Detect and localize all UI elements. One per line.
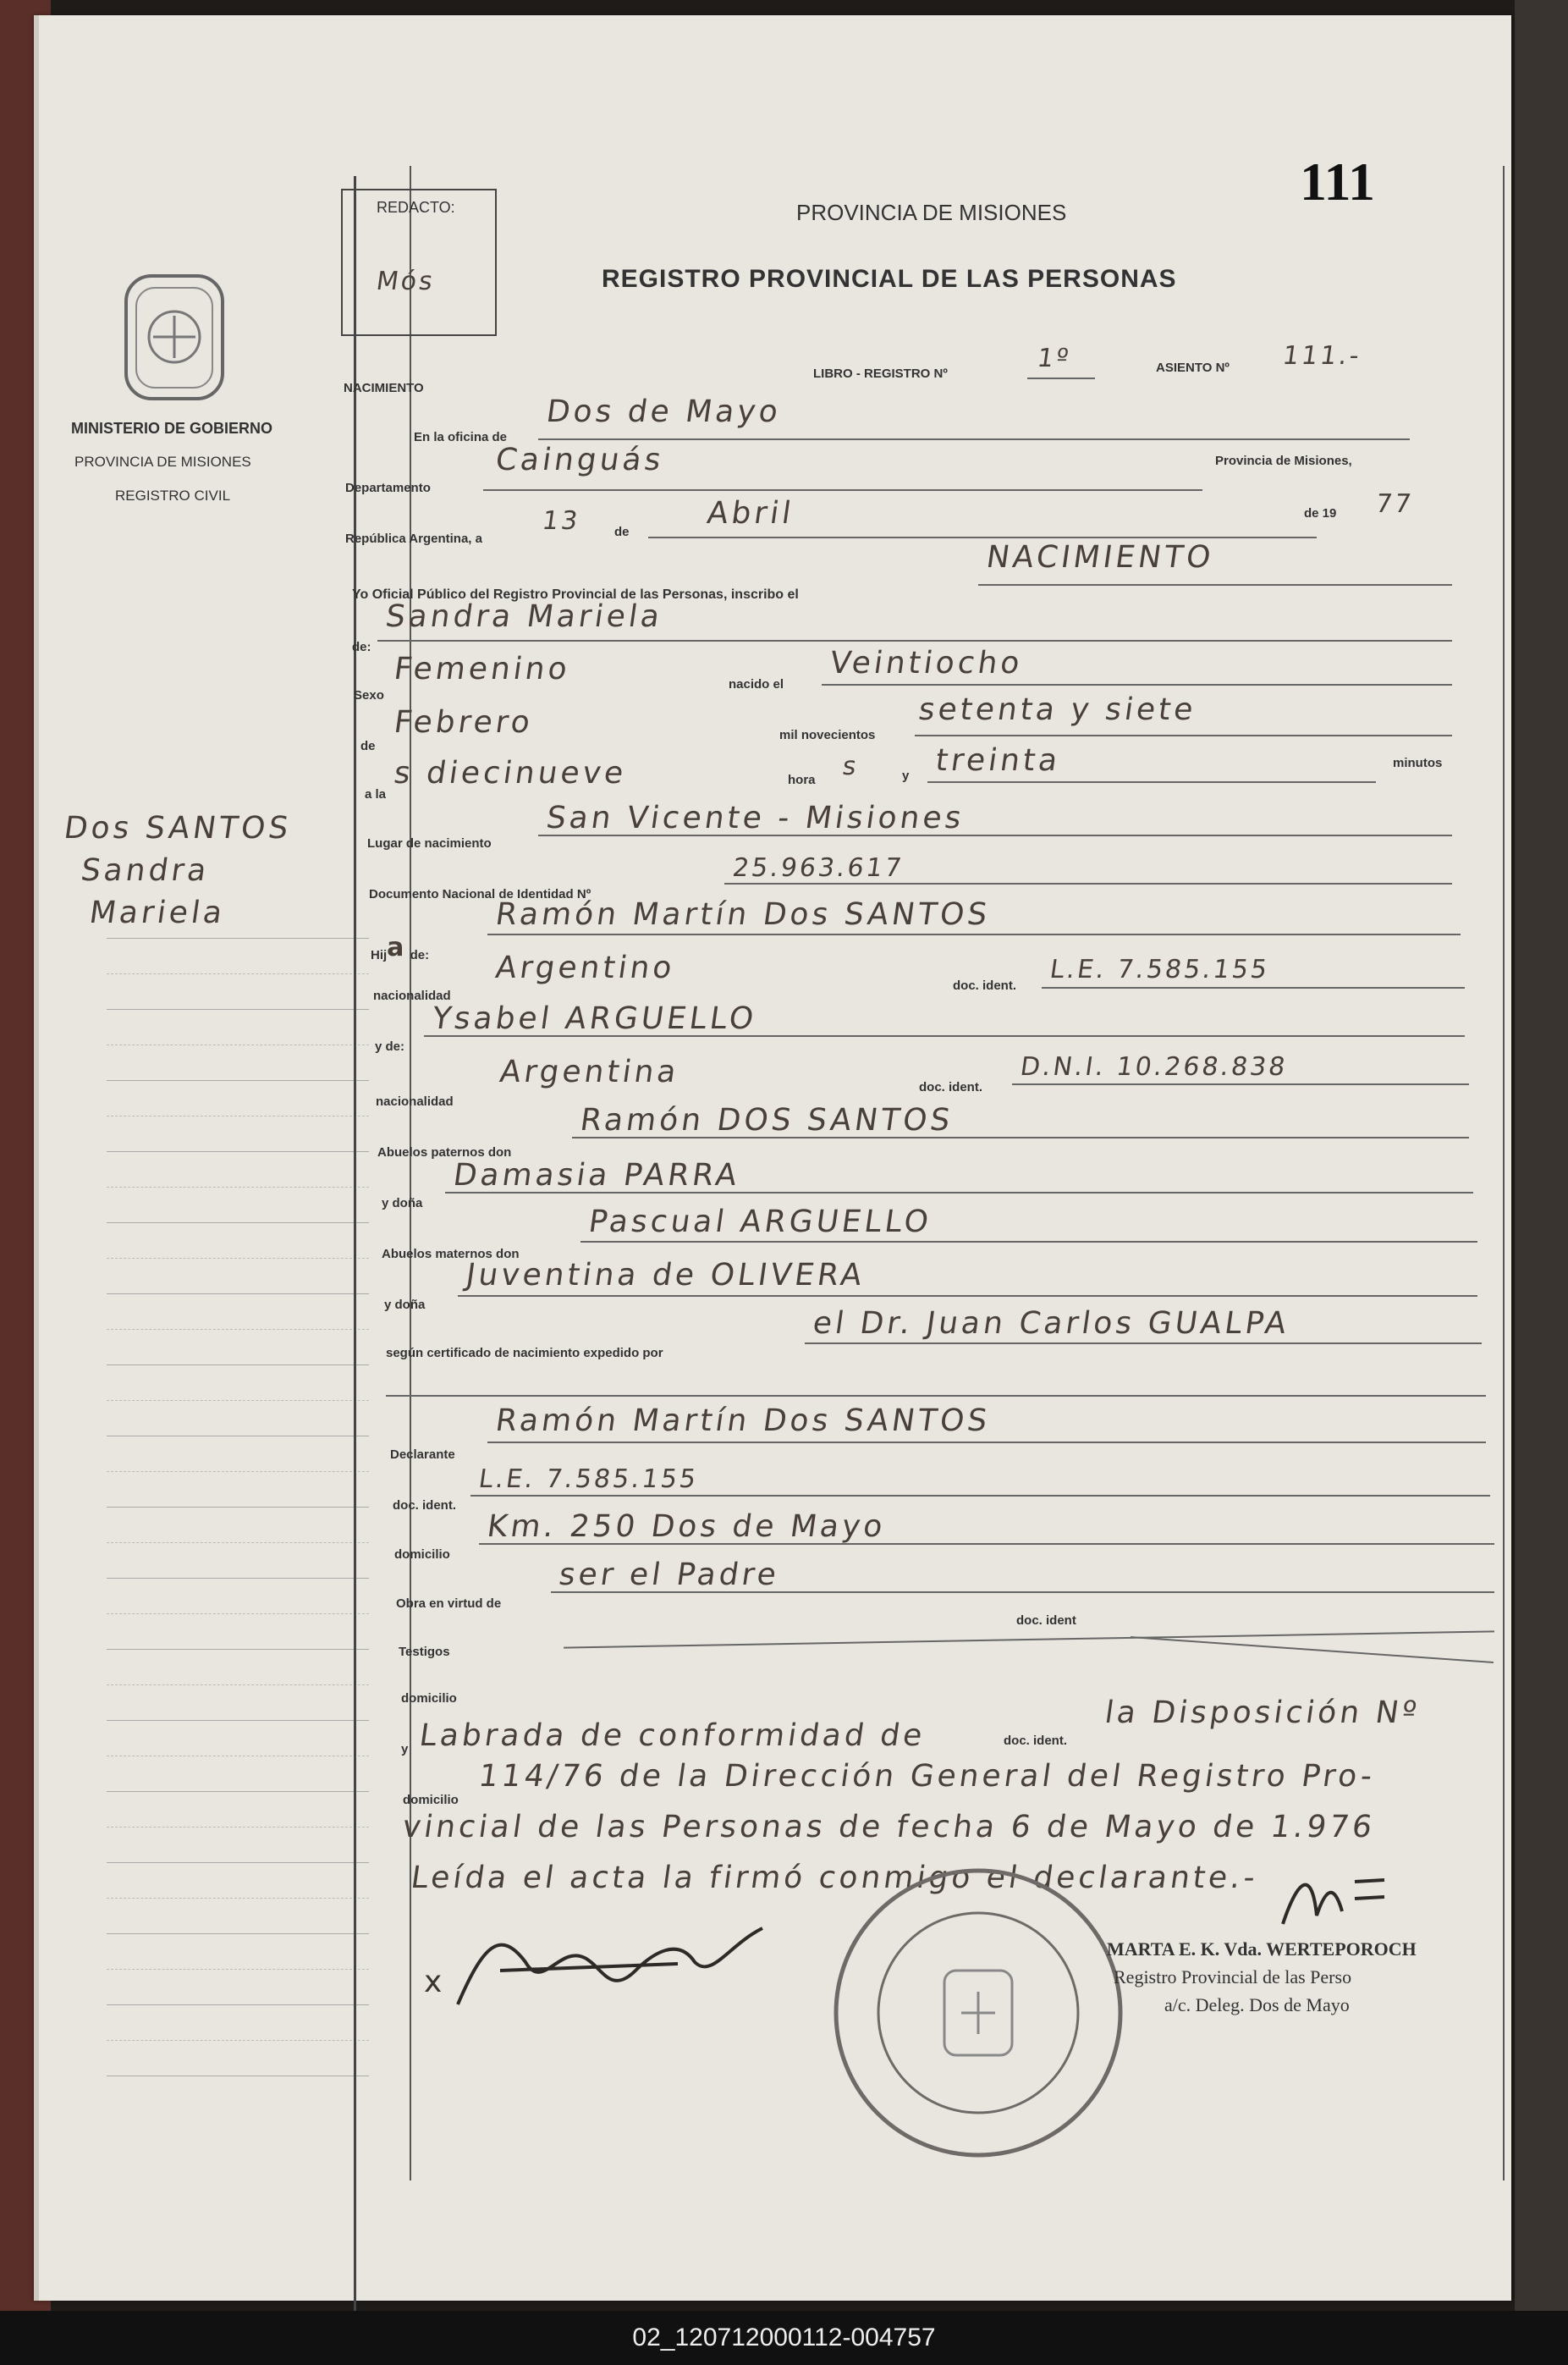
segun-label: según certificado de nacimiento expedido por <box>386 1346 663 1360</box>
domicilio-value: Km. 250 Dos de Mayo <box>485 1509 889 1544</box>
abuelo-p-value: Ramón DOS SANTOS <box>578 1103 956 1138</box>
nacido-value: Veintiocho <box>828 646 1026 681</box>
officer-signature <box>1274 1865 1393 1941</box>
margin-rule <box>107 2004 369 2005</box>
departamento-label: Departamento <box>345 481 431 495</box>
margin-rule <box>107 1969 369 1970</box>
province-label: PROVINCIA DE MISIONES <box>74 454 251 470</box>
margin-rule <box>107 1364 369 1365</box>
coat-of-arms-seal-icon <box>119 269 229 409</box>
margin-rule <box>107 1827 369 1828</box>
libro-value: 1º <box>1035 344 1073 373</box>
obra-label: Obra en virtud de <box>396 1596 502 1611</box>
margin-rule <box>107 1649 369 1650</box>
margin-rule <box>107 2040 369 2041</box>
margin-rule <box>107 1933 369 1934</box>
margin-first-name: Sandra <box>79 853 212 888</box>
abuelos-m-label: Abuelos maternos don <box>382 1247 520 1261</box>
abuelos-p-label: Abuelos paternos don <box>377 1145 512 1160</box>
doc-ident-label-4: doc. ident. <box>1004 1734 1067 1748</box>
margin-divider <box>354 176 356 2335</box>
nombre-value: Sandra Mariela <box>383 599 665 634</box>
margin-rule <box>107 1684 369 1685</box>
abuelo-m-value: Pascual ARGUELLO <box>586 1205 934 1239</box>
y-label-2: y <box>401 1742 409 1756</box>
margin-rule <box>107 1613 369 1614</box>
hora-value: s diecinueve <box>392 756 630 791</box>
margin-rule <box>107 1151 369 1152</box>
nacido-label: nacido el <box>729 677 784 692</box>
oficina-label: En la oficina de <box>414 430 508 444</box>
book-edge-right <box>1515 0 1568 2311</box>
asiento-value: 111.- <box>1280 341 1364 371</box>
doc-padre-value: L.E. 7.585.155 <box>1048 955 1272 984</box>
abuela-m-value: Juventina de OLIVERA <box>464 1258 868 1293</box>
declarante-value: Ramón Martín Dos SANTOS <box>493 1403 993 1438</box>
alas-label: a la <box>365 787 387 802</box>
document-page <box>34 15 1511 2301</box>
anio-label: de 19 <box>1304 506 1337 521</box>
registry-heading: REGISTRO PROVINCIAL DE LAS PERSONAS <box>602 265 1177 293</box>
mes-value: Abril <box>705 496 797 531</box>
minutos-value: treinta <box>933 743 1064 778</box>
republica-label: República Argentina, a <box>345 532 482 546</box>
margin-rule <box>107 1471 369 1472</box>
doc-decl-label: doc. ident. <box>393 1498 456 1513</box>
nota-line-2: 114/76 de la Dirección General del Registro Pro- <box>476 1759 1378 1794</box>
officer-office: a/c. Deleg. Dos de Mayo <box>1164 1994 1350 2015</box>
de-label-2: de <box>360 739 376 753</box>
dia-value: 13 <box>540 506 582 536</box>
nac-madre-value: Argentina <box>498 1055 682 1089</box>
mes-nac-value: Febrero <box>392 705 536 740</box>
provincia-suffix: Provincia de Misiones, <box>1215 454 1352 468</box>
anio-value: 77 <box>1373 489 1416 519</box>
registry-civil-label: REGISTRO CIVIL <box>115 488 231 504</box>
hijo-prefix: Hij <box>371 948 388 962</box>
domicilio-testigo-label: domicilio <box>401 1691 457 1706</box>
dni-label: Documento Nacional de Identidad Nº <box>369 887 591 901</box>
nac-padre-label: nacionalidad <box>373 989 451 1003</box>
page-number: 111 <box>1300 152 1375 212</box>
testigos-label: Testigos <box>399 1645 450 1659</box>
margin-rule <box>107 1507 369 1508</box>
margin-rule <box>107 1578 369 1579</box>
hijo-label <box>371 933 430 966</box>
margin-rule <box>107 1720 369 1721</box>
margin-rule <box>107 1862 369 1863</box>
horas-s: s <box>840 752 861 781</box>
margin-rule <box>107 1258 369 1259</box>
de-label-1: de <box>614 525 630 539</box>
domicilio-label: domicilio <box>394 1547 450 1562</box>
redacto-box <box>341 189 497 336</box>
certificado-value: el Dr. Juan Carlos GUALPA <box>811 1306 1292 1341</box>
asiento-label: ASIENTO Nº <box>1156 361 1230 375</box>
ydona-label-2: y doña <box>384 1298 426 1312</box>
redacto-initials: Mós <box>374 267 437 296</box>
nac-madre-label: nacionalidad <box>376 1094 454 1109</box>
declarante-label: Declarante <box>390 1447 455 1462</box>
officer-title: Registro Provincial de las Perso <box>1114 1966 1352 1987</box>
dni-value: 25.963.617 <box>730 853 906 883</box>
margin-rule <box>107 1187 369 1188</box>
margin-surname: Dos SANTOS <box>62 811 294 846</box>
margin-rule <box>107 1080 369 1081</box>
domicilio-label-3: domicilio <box>403 1793 459 1807</box>
officer-name: MARTA E. K. Vda. WERTEPOROCH <box>1107 1938 1417 1960</box>
sexo-value: Femenino <box>392 652 573 686</box>
hijo-gender: a <box>387 933 407 962</box>
sexo-label: Sexo <box>354 688 384 703</box>
abuela-p-value: Damasia PARRA <box>451 1158 743 1193</box>
margin-rule <box>107 973 369 974</box>
departamento-value: Cainguás <box>493 443 667 477</box>
official-round-stamp-icon <box>817 1852 1139 2174</box>
hijo-de: de: <box>410 948 430 962</box>
margin-rule <box>107 1222 369 1223</box>
doc-decl-value: L.E. 7.585.155 <box>476 1464 701 1494</box>
nacimiento-label: NACIMIENTO <box>344 381 424 395</box>
yde-label: y de: <box>375 1039 405 1054</box>
y-label: y <box>902 769 910 783</box>
nota-line-1b: la Disposición Nº <box>1103 1695 1422 1730</box>
oficial-label: Yo Oficial Público del Registro Provincial de las Personas, inscribo el <box>352 587 799 602</box>
horas-label: hora <box>788 773 816 787</box>
province-heading: PROVINCIA DE MISIONES <box>796 200 1067 225</box>
nota-line-3: vincial de las Personas de fecha 6 de Mayo de 1.976 <box>400 1810 1378 1844</box>
libro-label: LIBRO - REGISTRO Nº <box>813 367 948 381</box>
obra-value: ser el Padre <box>557 1557 782 1592</box>
nota-line-1: Labrada de conformidad de <box>417 1718 928 1753</box>
ministry-label: MINISTERIO DE GOBIERNO <box>71 420 273 437</box>
nac-padre-value: Argentino <box>493 951 678 985</box>
margin-rule <box>107 1898 369 1899</box>
margin-rule <box>107 1542 369 1543</box>
margin-middle-name: Mariela <box>87 896 228 930</box>
minutos-label: minutos <box>1393 756 1443 770</box>
margin-rule <box>107 1293 369 1294</box>
madre-value: Ysabel ARGUELLO <box>430 1001 759 1036</box>
de-label: de: <box>352 640 371 654</box>
doc-ident-testigo-label: doc. ident <box>1016 1613 1076 1628</box>
anio-nac-value: setenta y siete <box>916 692 1199 727</box>
lugar-value: San Vicente - Misiones <box>544 801 967 835</box>
margin-rule <box>107 1791 369 1792</box>
margin-rule <box>107 1329 369 1330</box>
ydona-label-1: y doña <box>382 1196 423 1210</box>
margin-rule <box>107 1009 369 1010</box>
oficina-value: Dos de Mayo <box>544 394 784 429</box>
doc-madre-value: D.N.I. 10.268.838 <box>1018 1052 1290 1082</box>
nota-line-4: Leída el acta la firmó conmigo el declarante.- <box>409 1861 1261 1895</box>
mil-label: mil novecientos <box>779 728 876 742</box>
svg-text:x: x <box>424 1965 443 1999</box>
margin-rule <box>107 938 369 939</box>
lugar-label: Lugar de nacimiento <box>367 836 492 851</box>
declarant-signature <box>424 1911 796 2030</box>
doc-madre-label: doc. ident. <box>919 1080 982 1094</box>
inscribo-value: NACIMIENTO <box>984 540 1217 575</box>
padre-value: Ramón Martín Dos SANTOS <box>493 897 993 932</box>
redacto-label: REDACTO: <box>377 199 455 216</box>
margin-rule <box>107 1400 369 1401</box>
doc-padre-label: doc. ident. <box>953 979 1016 993</box>
scan-id-footer: 02_120712000112-004757 <box>0 2311 1568 2365</box>
